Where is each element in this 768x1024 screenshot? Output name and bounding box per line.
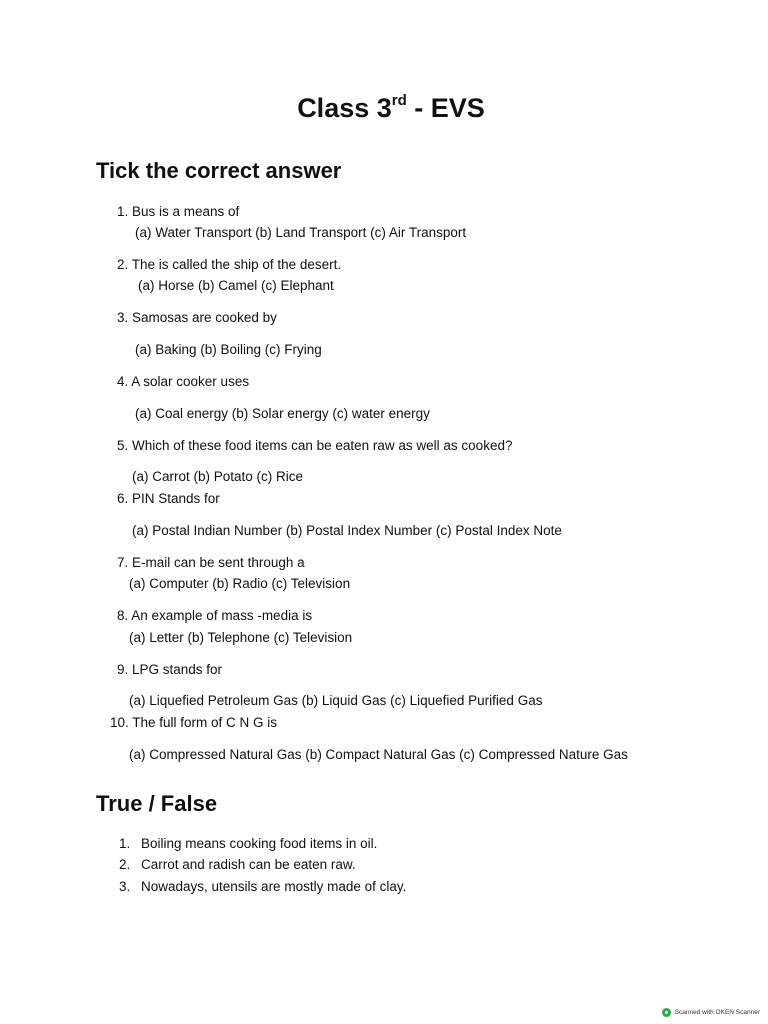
question-5: 5. Which of these food items can be eaten raw as well as cooked? xyxy=(117,438,513,453)
section-heading-mcq: Tick the correct answer xyxy=(96,158,342,183)
question-3-options: (a) Baking (b) Boiling (c) Frying xyxy=(135,342,322,357)
question-10: 10. The full form of C N G is xyxy=(110,715,278,730)
tf-item-text: Carrot and radish can be eaten raw. xyxy=(141,857,356,872)
title-superscript: rd xyxy=(391,92,407,109)
tf-item-text: Boiling means cooking food items in oil. xyxy=(141,836,378,851)
question-6: 6. PIN Stands for xyxy=(117,491,220,506)
question-10-options: (a) Compressed Natural Gas (b) Compact Natural Gas (c) Compressed Nature Gas xyxy=(129,747,628,762)
question-4: 4. A solar cooker uses xyxy=(117,374,250,389)
tf-item xyxy=(119,836,377,851)
tf-item xyxy=(119,879,406,894)
watermark-text: Scanned with OKEN Scanner xyxy=(674,1009,760,1016)
tf-item xyxy=(119,857,356,872)
tf-item-number: 2. xyxy=(119,857,131,872)
tf-item-text: Nowadays, utensils are mostly made of clay. xyxy=(141,879,407,894)
question-3: 3. Samosas are cooked by xyxy=(117,310,277,325)
question-5-options: (a) Carrot (b) Potato (c) Rice xyxy=(132,469,304,484)
question-4-options: (a) Coal energy (b) Solar energy (c) water energy xyxy=(135,406,430,421)
question-1: 1. Bus is a means of xyxy=(117,204,240,219)
title-text: Class 3 xyxy=(297,93,392,123)
tf-item-number: 3. xyxy=(119,879,131,894)
section-heading-true-false: True / False xyxy=(96,791,218,816)
question-6-options: (a) Postal Indian Number (b) Postal Index Number (c) Postal Index Note xyxy=(132,523,562,538)
title-suffix: - EVS xyxy=(406,93,485,123)
tf-item-number: 1. xyxy=(119,836,131,851)
question-9: 9. LPG stands for xyxy=(117,662,223,677)
question-2: 2. The is called the ship of the desert. xyxy=(117,257,342,272)
question-7: 7. E-mail can be sent through a xyxy=(117,555,305,570)
scanner-watermark xyxy=(662,1008,760,1017)
question-8-options: (a) Letter (b) Telephone (c) Television xyxy=(129,630,353,645)
question-8: 8. An example of mass -media is xyxy=(117,608,313,623)
question-2-options: (a) Horse (b) Camel (c) Elephant xyxy=(138,278,334,293)
question-1-options: (a) Water Transport (b) Land Transport (c) Air Transport xyxy=(135,225,467,240)
page-title xyxy=(0,92,768,124)
question-7-options: (a) Computer (b) Radio (c) Television xyxy=(129,576,351,591)
question-9-options: (a) Liquefied Petroleum Gas (b) Liquid Gas (c) Liquefied Purified Gas xyxy=(129,693,543,708)
oken-scanner-logo-icon xyxy=(662,1008,671,1017)
